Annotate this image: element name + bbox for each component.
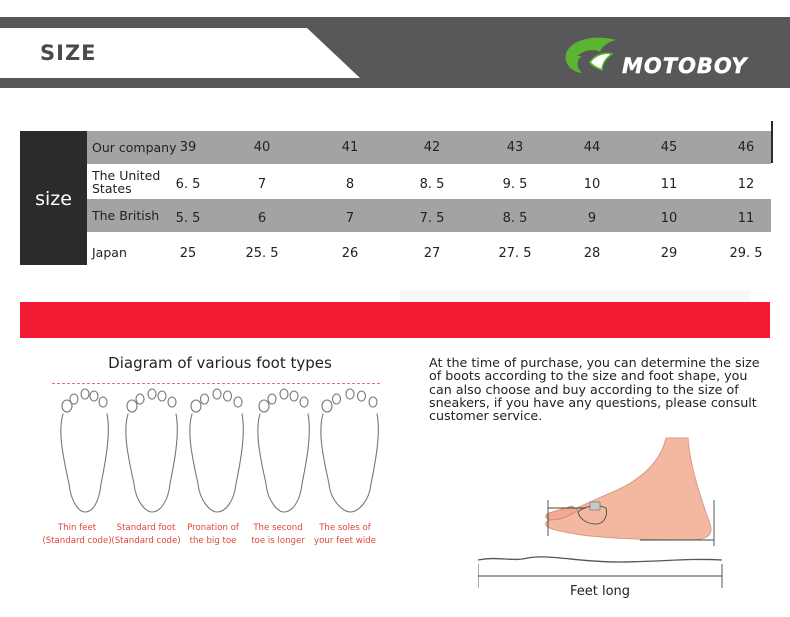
row-label-line1: The United bbox=[92, 168, 161, 183]
advice-line: sneakers, if you have any questions, please consult bbox=[429, 394, 757, 410]
foot-side-icon bbox=[546, 438, 712, 540]
caption-line: Thin feet bbox=[57, 523, 97, 533]
table-cell: 6. 5 bbox=[175, 177, 201, 192]
table-cell: 42 bbox=[423, 140, 441, 155]
foot-type-caption bbox=[243, 522, 313, 548]
table-cell: 11 bbox=[737, 211, 755, 226]
caption-line: The second bbox=[253, 523, 303, 533]
motoboy-logo bbox=[560, 32, 785, 78]
logo-mark-icon bbox=[566, 38, 616, 73]
table-cell: 27. 5 bbox=[498, 246, 532, 261]
table-cell: 8. 5 bbox=[419, 177, 445, 192]
table-cell: 40 bbox=[253, 140, 271, 155]
table-cell: 45 bbox=[660, 140, 678, 155]
foot-type-caption bbox=[111, 522, 181, 548]
purchase-advice bbox=[429, 356, 769, 422]
table-cell: 27 bbox=[423, 246, 441, 261]
advice-line: customer service. bbox=[429, 408, 543, 424]
advice-line: can also choose and buy according to the size of bbox=[429, 381, 739, 397]
table-cell: 12 bbox=[737, 177, 755, 192]
foot-length-illustration bbox=[478, 436, 728, 596]
page-title: SIZE bbox=[40, 41, 97, 65]
caption-line: your feet wide bbox=[314, 536, 376, 546]
caption-line: (Standard code) bbox=[111, 536, 181, 546]
table-cell: 8 bbox=[345, 177, 355, 192]
table-cell: 7. 5 bbox=[419, 211, 445, 226]
table-cell: 10 bbox=[583, 177, 601, 192]
footprint-icon bbox=[258, 389, 309, 512]
table-cell: 5. 5 bbox=[175, 211, 201, 226]
faint-strip bbox=[400, 290, 750, 302]
table-cell: 7 bbox=[345, 211, 355, 226]
table-cell: 11 bbox=[660, 177, 678, 192]
row-label-line2: States bbox=[92, 181, 132, 196]
table-cell: 29. 5 bbox=[729, 246, 763, 261]
table-cell: 44 bbox=[583, 140, 601, 155]
foot-type-caption bbox=[42, 522, 112, 548]
row-label: The British bbox=[92, 208, 160, 223]
table-cell: 25. 5 bbox=[245, 246, 279, 261]
row-label: Japan bbox=[92, 245, 127, 260]
table-cell: 9 bbox=[587, 211, 597, 226]
caption-line: Standard foot bbox=[116, 523, 176, 533]
table-cell: 41 bbox=[341, 140, 359, 155]
feet-long-label: Feet long bbox=[569, 584, 631, 599]
table-cell: 46 bbox=[737, 140, 755, 155]
table-cell: 26 bbox=[341, 246, 359, 261]
table-cell: 10 bbox=[660, 211, 678, 226]
table-cell: 39 bbox=[179, 140, 197, 155]
table-cell: 29 bbox=[660, 246, 678, 261]
advice-line: At the time of purchase, you can determine the size bbox=[429, 355, 760, 370]
foot-types-illustration bbox=[40, 384, 390, 519]
table-cell: 7 bbox=[257, 177, 267, 192]
footprint-icon bbox=[126, 389, 177, 512]
caption-line: the big toe bbox=[189, 536, 237, 546]
caption-line: The soles of bbox=[319, 523, 371, 533]
table-cell: 25 bbox=[179, 246, 197, 261]
row-label: Our company bbox=[92, 140, 177, 155]
size-side-label: size bbox=[35, 188, 72, 210]
table-cell: 28 bbox=[583, 246, 601, 261]
footprint-icon bbox=[61, 389, 108, 512]
advice-line: of boots according to the size and foot shape, you bbox=[429, 368, 748, 384]
table-cell: 8. 5 bbox=[502, 211, 528, 226]
diagram-title: Diagram of various foot types bbox=[108, 354, 332, 372]
table-cell: 9. 5 bbox=[502, 177, 528, 192]
logo-wordmark: MOTOBOY bbox=[622, 54, 748, 78]
caption-line: (Standard code) bbox=[42, 536, 112, 546]
caption-line: toe is longer bbox=[251, 536, 305, 546]
footprint-icon bbox=[190, 389, 243, 512]
caption-line: Pronation of bbox=[187, 523, 239, 533]
footprint-icon bbox=[321, 389, 378, 512]
table-edge-line bbox=[771, 121, 773, 163]
table-cell: 6 bbox=[257, 211, 267, 226]
footprint-outline-icon bbox=[478, 557, 722, 562]
foot-type-caption bbox=[178, 522, 248, 548]
table-cell: 43 bbox=[506, 140, 524, 155]
red-divider-bar bbox=[20, 302, 770, 338]
foot-type-caption bbox=[310, 522, 380, 548]
